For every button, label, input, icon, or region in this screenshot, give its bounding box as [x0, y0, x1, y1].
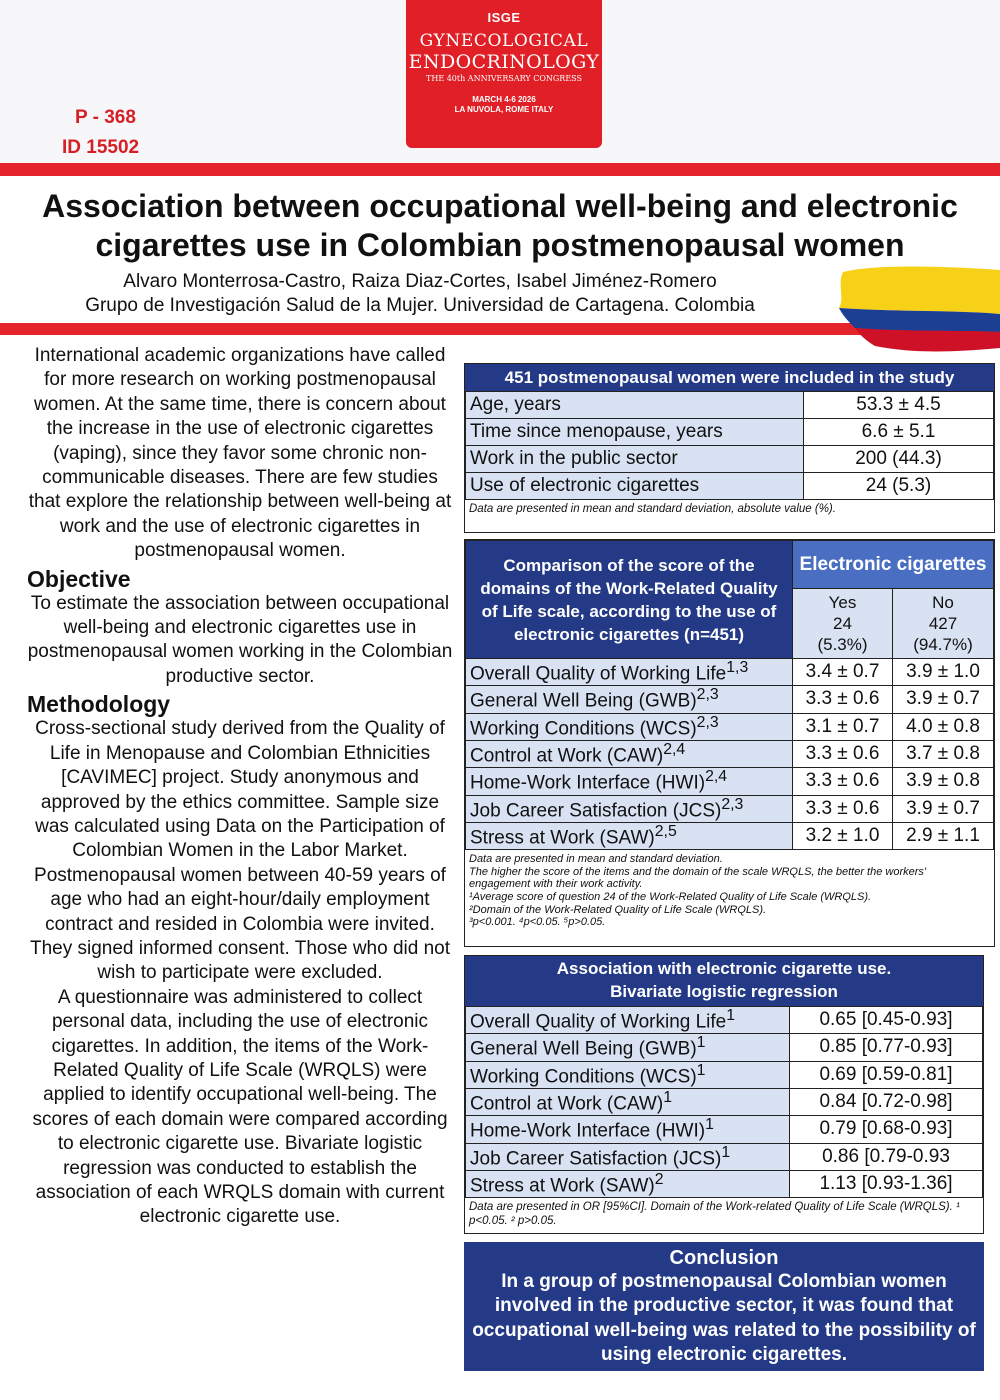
introduction-text: International academic organizations have called for more research on working postmenopausal women. At the same time, there is concern about the increase in the use of electronic cigarettes (vaping), since they favor some chronic non-communicable diseases. There are few studies that explore the relationship between well-being at work and the use of electronic cigarettes in postmenopausal women. — [28, 345, 452, 562]
row-label — [466, 795, 793, 822]
or-value: 0.84 [0.72-0.98] — [790, 1088, 983, 1115]
row-label: Work in the public sector — [466, 446, 804, 473]
row-label-sup: 1 — [726, 1007, 736, 1024]
row-label-sup: 2,4 — [663, 740, 686, 758]
row-label-text: Home-Work Interface (HWI) — [470, 772, 706, 794]
row-label-text: General Well Being (GWB) — [470, 690, 697, 712]
group-heading: Electronic cigarettes — [793, 541, 994, 589]
yes-value: 3.1 ± 0.7 — [793, 713, 893, 740]
colombia-flag-icon — [835, 262, 1000, 354]
row-label — [466, 1034, 790, 1061]
top-red-rule — [0, 163, 1000, 176]
yes-value: 3.4 ± 0.7 — [793, 659, 893, 686]
yes-pct: (5.3%) — [817, 635, 868, 654]
yes-value: 3.3 ± 0.6 — [793, 740, 893, 767]
row-label-sup: 2,3 — [721, 795, 744, 813]
poster-number: P - 368 — [75, 107, 136, 128]
note-line: The higher the score of the items and the domain of the scale WRQLS, the better the workers' engagement with their work activity. — [469, 865, 926, 891]
or-value: 0.85 [0.77-0.93] — [790, 1034, 983, 1061]
logo-name-line2: ENDOCRINOLOGY — [408, 51, 600, 73]
comparison-grid — [465, 540, 994, 850]
table-row — [466, 1034, 983, 1061]
row-label — [466, 768, 793, 795]
objective-text: To estimate the association between occupational well-being and electronic cigarettes use in postmenopausal women working in the Colombian productive sector. — [27, 592, 453, 687]
row-label-sup: 2,3 — [696, 713, 719, 731]
row-label: Time since menopause, years — [466, 419, 804, 446]
note-line: ²Domain of the Work-Related Quality of Life Scale (WRQLS). — [469, 903, 767, 916]
yes-value: 3.2 ± 1.0 — [793, 822, 893, 849]
no-value: 4.0 ± 0.8 — [893, 713, 994, 740]
no-value: 3.9 ± 0.8 — [893, 768, 994, 795]
logo-org: ISGE — [487, 10, 521, 25]
no-label: No — [932, 593, 954, 612]
no-column-header — [893, 589, 994, 659]
or-value: 0.69 [0.59-0.81] — [790, 1061, 983, 1088]
row-value: 200 (44.3) — [804, 446, 994, 473]
yes-value: 3.3 ± 0.6 — [793, 686, 893, 713]
row-label — [466, 1143, 790, 1170]
row-label — [466, 713, 793, 740]
yes-column-header — [793, 589, 893, 659]
row-label-text: Job Career Satisfaction (JCS) — [470, 1147, 722, 1169]
row-label-text: Overall Quality of Working Life — [470, 663, 727, 685]
row-label-text: Working Conditions (WCS) — [470, 1065, 697, 1087]
demographics-heading: 451 postmenopausal women were included in the study — [465, 364, 994, 391]
row-label-text: General Well Being (GWB) — [470, 1038, 697, 1060]
yes-label: Yes — [828, 593, 857, 612]
no-value: 3.9 ± 1.0 — [893, 659, 994, 686]
row-value: 53.3 ± 4.5 — [804, 392, 994, 419]
regression-heading-line2: Bivariate logistic regression — [610, 982, 838, 1001]
row-label-text: Stress at Work (SAW) — [470, 1175, 655, 1197]
logo-subtitle: THE 40th ANNIVERSARY CONGRESS — [426, 74, 582, 83]
no-value: 3.9 ± 0.7 — [893, 795, 994, 822]
poster-title: Association between occupational well-being and electronic cigarettes use in Colombian postmenopausal women — [42, 188, 958, 263]
no-value: 3.9 ± 0.7 — [893, 686, 994, 713]
row-label-sup: 2 — [654, 1170, 664, 1188]
table-row — [466, 659, 994, 686]
table-row — [466, 822, 994, 849]
demographics-note: Data are presented in mean and standard deviation, absolute value (%). — [469, 503, 836, 515]
congress-logo — [406, 0, 602, 148]
table-row — [466, 446, 994, 473]
logo-name-line1: GYNECOLOGICAL — [419, 31, 589, 51]
row-label-sup: 2,5 — [654, 822, 677, 840]
row-label — [466, 1061, 790, 1088]
poster-id: ID 15502 — [62, 137, 140, 158]
methodology-paragraph-1: Cross-sectional study derived from the Quality of Life in Menopause and Colombian Ethnicities [CAVIMEC] project. Study anonymous and approved by the ethics committee. Sample size was calculated using Data on the Participation of Colombian Women in the Labor Market. Postmenopausal women between 40-59 years of age who had an eight-hour/daily employment contract and resided in Colombia were invited. They signed informed consent. Those who did not wish to participate were excluded. — [29, 718, 450, 984]
row-label: Age, years — [466, 392, 804, 419]
row-label-sup: 1 — [663, 1088, 673, 1106]
row-label — [466, 1170, 790, 1197]
comparison-table — [464, 539, 995, 947]
row-label-sup: 2,3 — [696, 686, 719, 704]
yes-n: 24 — [833, 614, 852, 633]
or-value: 0.86 [0.79-0.93 — [790, 1143, 983, 1170]
row-label — [466, 1007, 790, 1034]
left-column — [24, 344, 456, 1230]
comparison-heading: Comparison of the score of the domains of the Work-Related Quality of Life scale, according to the use of electronic cigarettes (n=451) — [466, 541, 793, 659]
row-label-text: Overall Quality of Working Life — [470, 1011, 727, 1033]
row-label — [466, 740, 793, 767]
demographics-grid — [465, 391, 994, 500]
conclusion-text: In a group of postmenopausal Colombian women involved in the productive sector, it was found that occupational well-being was related to the possibility of using electronic cigarettes. — [472, 1271, 976, 1366]
table-row — [466, 419, 994, 446]
no-value: 2.9 ± 1.1 — [893, 822, 994, 849]
row-label — [466, 822, 793, 849]
regression-note: Data are presented in OR [95%CI]. Domain of the Work-related Quality of Life Scale (WRQLS). ¹ p<0.05. ² p>0.05. — [469, 1201, 960, 1227]
methodology-paragraph-2: A questionnaire was administered to collect personal data, including the use of electronic cigarettes. In addition, the items of the Work-Related Quality of Life Scale (WRQLS) were applied to identify occupational well-being. The scores of each domain were compared according to electronic cigarette use. Bivariate logistic regression was conducted to establish the association of each WRQLS domain with current electronic cigarette use. — [32, 986, 448, 1228]
regression-table — [464, 955, 984, 1234]
affiliation: Grupo de Investigación Salud de la Mujer. Universidad de Cartagena. Colombia — [85, 295, 755, 316]
row-label-sup: 1 — [721, 1143, 731, 1161]
row-label — [466, 659, 793, 686]
row-label-sup: 1 — [696, 1061, 706, 1079]
row-value: 6.6 ± 5.1 — [804, 419, 994, 446]
row-value: 24 (5.3) — [804, 473, 994, 500]
comparison-header-row — [466, 541, 994, 589]
row-label-sup: 1 — [696, 1034, 706, 1052]
row-label — [466, 1116, 790, 1143]
row-label-sup: 1,3 — [726, 659, 749, 676]
table-row — [466, 1007, 983, 1034]
authors: Alvaro Monterrosa-Castro, Raiza Diaz-Cortes, Isabel Jiménez-Romero — [123, 271, 717, 292]
logo-dates: MARCH 4-6 2026 — [472, 95, 536, 104]
table-row — [466, 473, 994, 500]
row-label-sup: 1 — [705, 1116, 714, 1134]
table-row — [466, 1061, 983, 1088]
table-row — [466, 1143, 983, 1170]
methodology-heading: Methodology — [27, 691, 171, 718]
or-value: 1.13 [0.93-1.36] — [790, 1170, 983, 1197]
demographics-table — [464, 363, 995, 533]
row-label-text: Control at Work (CAW) — [470, 1093, 664, 1115]
regression-grid — [465, 1006, 983, 1198]
logo-venue: LA NUVOLA, ROME ITALY — [454, 105, 554, 114]
note-line: ¹Average score of question 24 of the Work-Related Quality of Life Scale (WRQLS). — [469, 891, 872, 904]
objective-heading: Objective — [27, 565, 131, 592]
table-row — [466, 768, 994, 795]
row-label: Use of electronic cigarettes — [466, 473, 804, 500]
yes-value: 3.3 ± 0.6 — [793, 768, 893, 795]
table-row — [466, 740, 994, 767]
note-line: Data are presented in mean and standard deviation. — [469, 853, 723, 866]
row-label-sup: 2,4 — [705, 768, 728, 786]
row-label-text: Working Conditions (WCS) — [470, 717, 697, 739]
row-label-text: Home-Work Interface (HWI) — [470, 1120, 706, 1142]
row-label — [466, 1088, 790, 1115]
table-row — [466, 1116, 983, 1143]
no-pct: (94.7%) — [913, 635, 973, 654]
or-value: 0.65 [0.45-0.93] — [790, 1007, 983, 1034]
row-label-text: Job Career Satisfaction (JCS) — [470, 799, 722, 821]
no-n: 427 — [928, 614, 958, 633]
comparison-notes — [465, 850, 994, 932]
row-label-text: Control at Work (CAW) — [470, 745, 664, 767]
row-label-text: Stress at Work (SAW) — [470, 827, 655, 849]
row-label — [466, 686, 793, 713]
regression-heading — [465, 956, 983, 1006]
yes-value: 3.3 ± 0.6 — [793, 795, 893, 822]
table-row — [466, 1170, 983, 1197]
regression-heading-line1: Association with electronic cigarette use. — [556, 959, 892, 978]
table-row — [466, 713, 994, 740]
table-row — [466, 686, 994, 713]
table-row — [466, 392, 994, 419]
no-value: 3.7 ± 0.8 — [893, 740, 994, 767]
table-row — [466, 795, 994, 822]
conclusion-heading: Conclusion — [669, 1247, 779, 1269]
note-line: ³p<0.001. ⁴p<0.05. ⁵p>0.05. — [469, 916, 606, 929]
conclusion-box — [464, 1242, 984, 1371]
table-row — [466, 1088, 983, 1115]
or-value: 0.79 [0.68-0.93] — [790, 1116, 983, 1143]
